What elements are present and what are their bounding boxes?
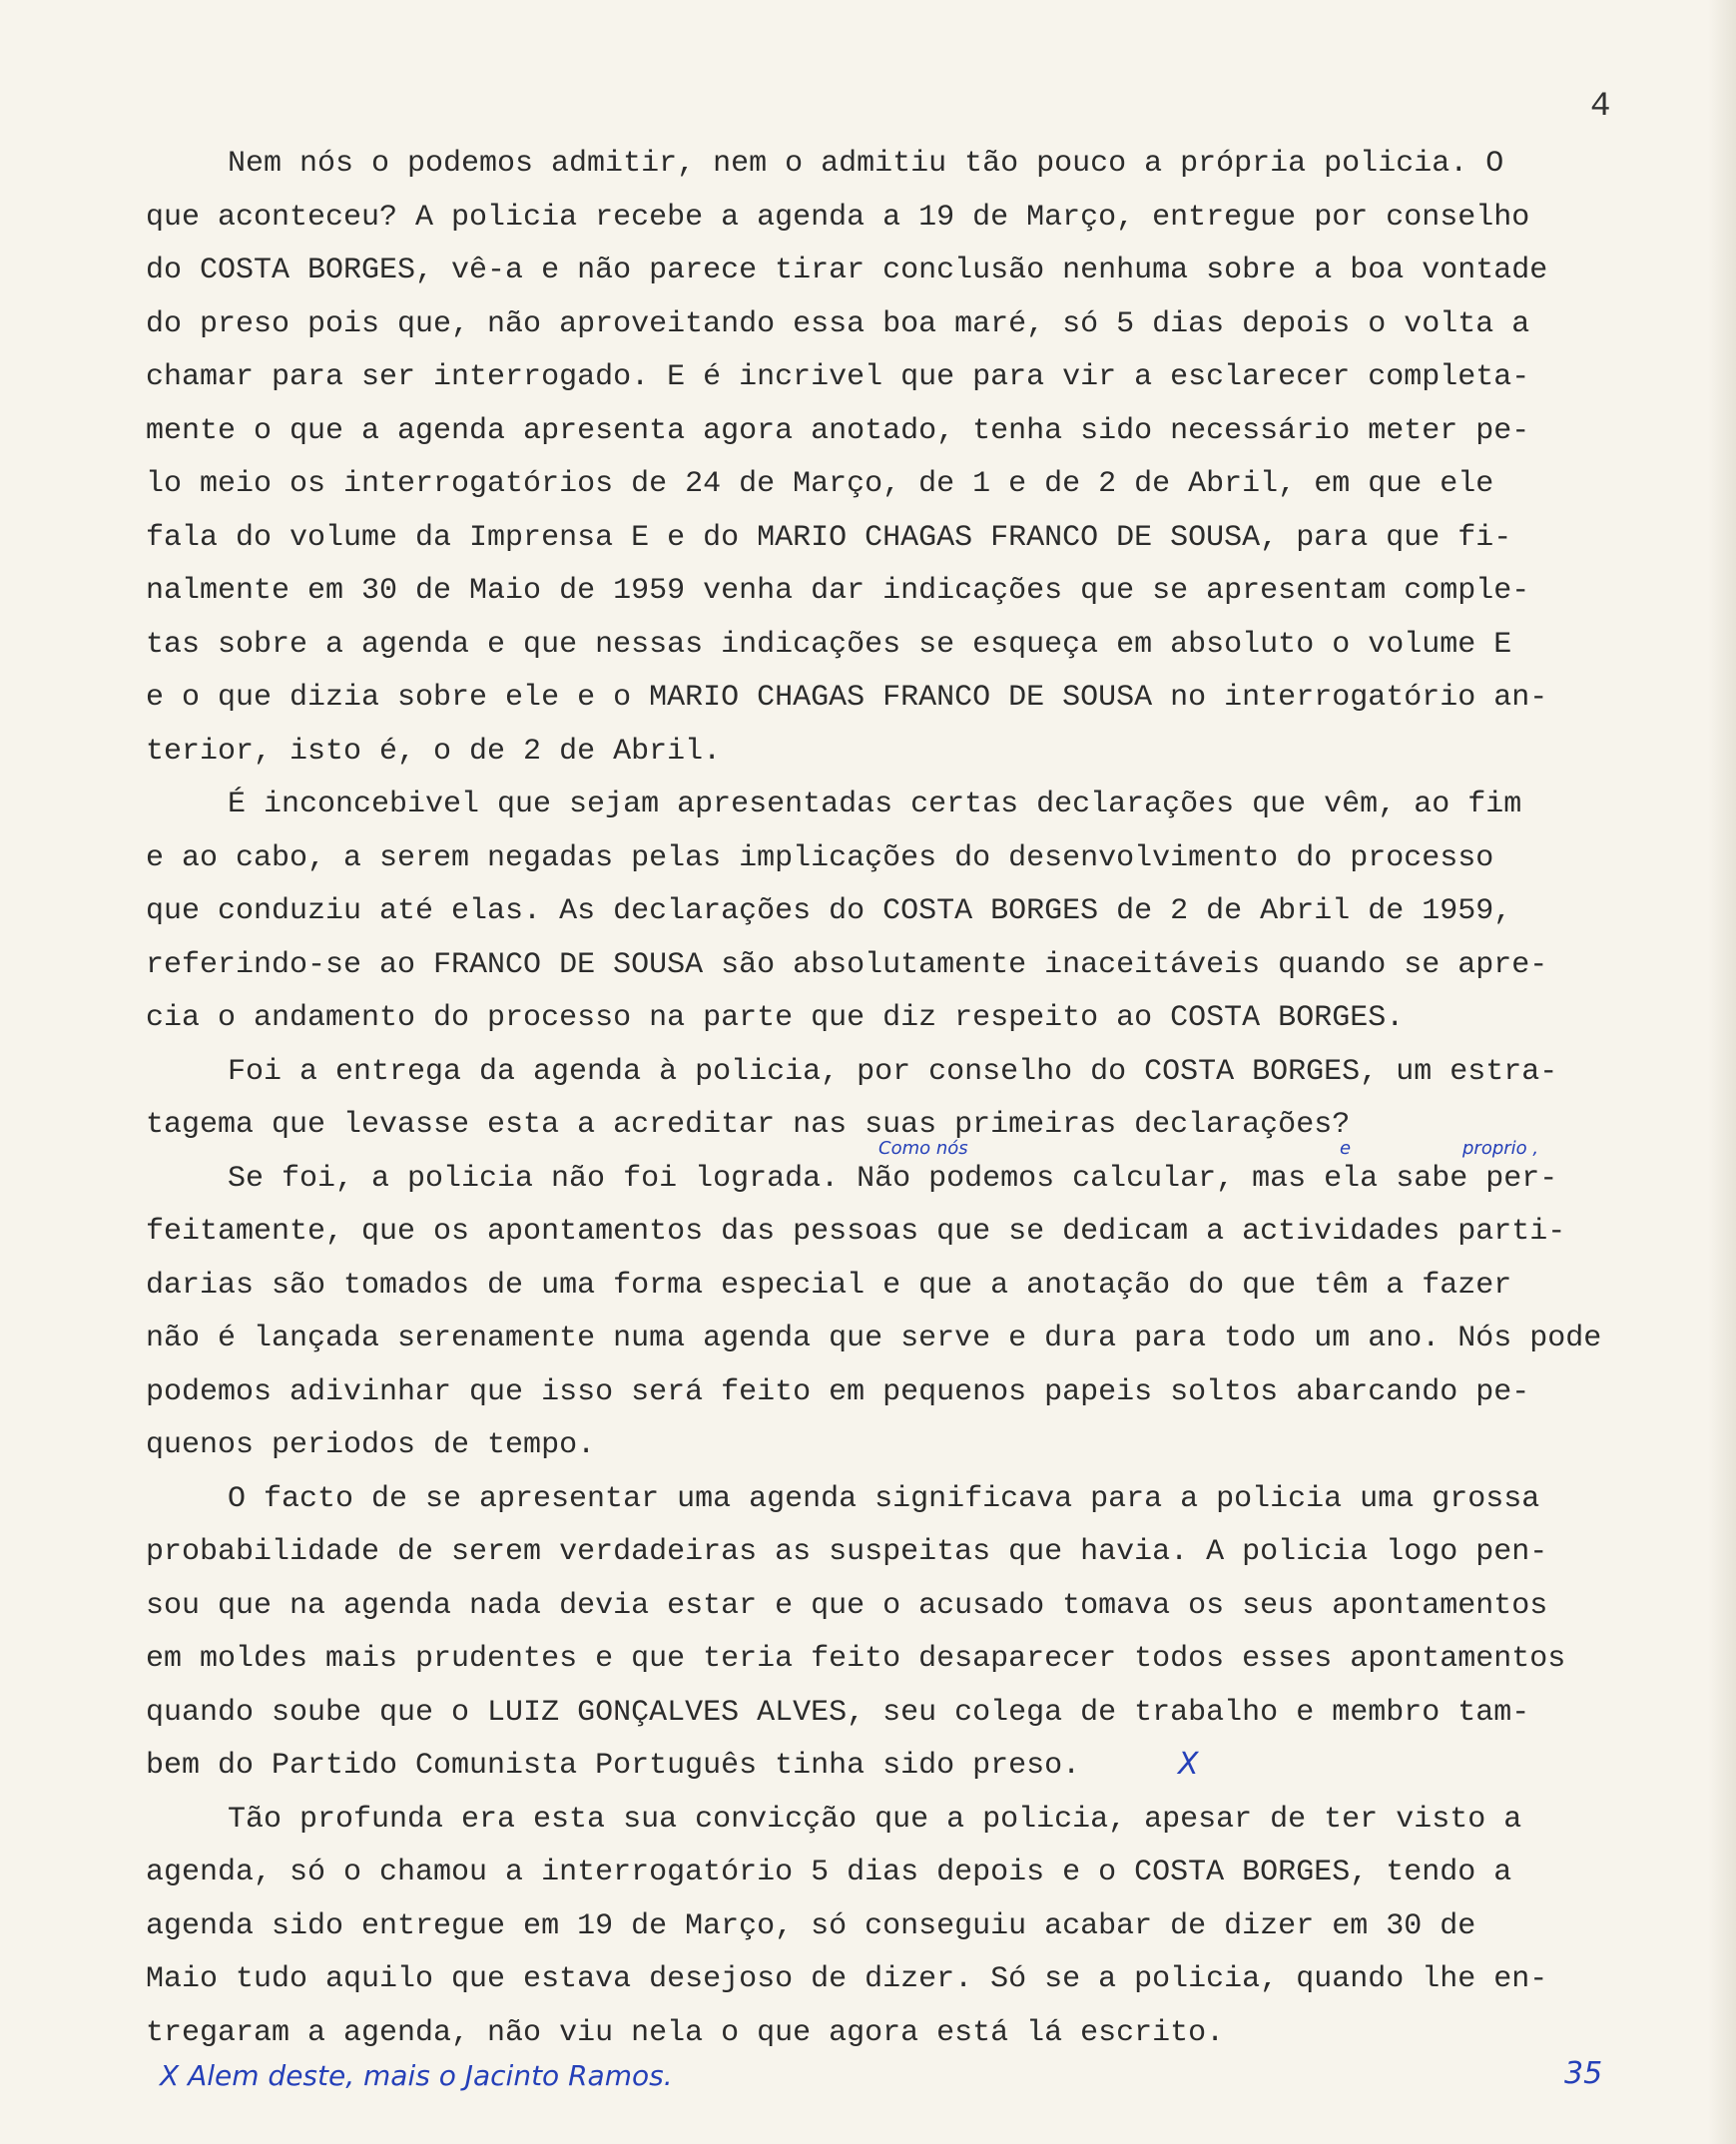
text-line: feitamente, que os apontamentos das pessoas que se dedicam a actividades parti- [146,1215,1566,1249]
handwritten-x-mark: X [1178,1747,1199,1782]
text-line: probabilidade de serem verdadeiras as suspeitas que havia. A policia logo pen- [146,1535,1548,1569]
paragraph-2 [146,779,1703,1046]
handwritten-insertion: proprio , [1462,1138,1539,1159]
page-number: 4 [1590,88,1611,126]
text-line: lo meio os interrogatórios de 24 de Março, de 1 e de 2 de Abril, em que ele [146,467,1494,501]
text-line: tagema que levasse esta a acreditar nas suas primeiras declarações? [146,1108,1351,1142]
text-line: que aconteceu? A policia recebe a agenda a 19 de Março, entregue por conselho [146,200,1530,235]
text-line: agenda, só o chamou a interrogatório 5 dias depois e o COSTA BORGES, tendo a [146,1856,1512,1889]
handwritten-insertion: Como nós [878,1138,968,1159]
paragraph-6 [146,1794,1703,2061]
text-line: fala do volume da Imprensa E e do MARIO CHAGAS FRANCO DE SOUSA, para que fi- [146,520,1512,555]
text-line: do COSTA BORGES, vê-a e não parece tirar conclusão nenhuma sobre a boa vontade [146,254,1548,287]
typed-body [146,138,1703,2060]
handwritten-folio-number: 35 [1564,2056,1603,2091]
text-line: e ao cabo, a serem negadas pelas implicações do desenvolvimento do processo [146,840,1494,875]
handwritten-footnote: X Alem deste, mais o Jacinto Ramos. [160,2059,673,2092]
text-line: sou que na agenda nada devia estar e que o acusado tomava os seus apontamentos [146,1588,1548,1623]
text-line: Nem nós o podemos admitir, nem o admitiu tão pouco a própria policia. O [228,147,1504,181]
text-line: agenda sido entregue em 19 de Março, só conseguiu acabar de dizer em 30 de [146,1908,1476,1943]
text-line: darias são tomados de uma forma especial e que a anotação do que têm a fazer [146,1268,1512,1303]
text-line: É inconcebivel que sejam apresentadas certas declarações que vêm, ao fim [228,788,1522,821]
text-line: e o que dizia sobre ele e o MARIO CHAGAS FRANCO DE SOUSA no interrogatório an- [146,681,1548,715]
handwritten-insertion: e [1340,1138,1352,1159]
text-line: mente o que a agenda apresenta agora anotado, tenha sido necessário meter pe- [146,413,1530,448]
text-line: Tão profunda era esta sua convicção que a policia, apesar de ter visto a [228,1802,1522,1837]
page-edge-shadow [1708,0,1736,2144]
text-line: Se foi, a policia não foi lograda. Não podemos calcular, mas ela sabe per- [228,1161,1558,1196]
text-line: não é lançada serenamente numa agenda que serve e dura para todo um ano. Nós pode [146,1322,1602,1355]
text-line: que conduziu até elas. As declarações do COSTA BORGES de 2 de Abril de 1959, [146,894,1512,928]
text-line: terior, isto é, o de 2 de Abril. [146,734,722,769]
paragraph-1 [146,138,1703,779]
text-line: bem do Partido Comunista Português tinha sido preso. [146,1749,1081,1783]
text-line: quando soube que o LUIZ GONÇALVES ALVES, seu colega de trabalho e membro tam- [146,1695,1530,1730]
paragraph-4 [146,1153,1703,1473]
text-line: podemos adivinhar que isso será feito em pequenos papeis soltos abarcando pe- [146,1374,1530,1409]
text-line: tregaram a agenda, não viu nela o que agora está lá escrito. [146,2015,1225,2050]
text-line: Foi a entrega da agenda à policia, por conselho do COSTA BORGES, um estra- [228,1054,1558,1089]
text-line: quenos periodos de tempo. [146,1428,596,1462]
text-line: cia o andamento do processo na parte que diz respeito ao COSTA BORGES. [146,1001,1405,1035]
text-line: chamar para ser interrogado. E é incrivel que para vir a esclarecer completa- [146,360,1530,394]
text-line: tas sobre a agenda e que nessas indicações se esqueça em absoluto o volume E [146,627,1512,662]
text-line: nalmente em 30 de Maio de 1959 venha dar indicações que se apresentam comple- [146,574,1530,608]
paragraph-3 [146,1046,1703,1153]
text-line: em moldes mais prudentes e que teria feito desaparecer todos esses apontamentos [146,1642,1566,1676]
text-line: referindo-se ao FRANCO DE SOUSA são absolutamente inaceitáveis quando se apre- [146,947,1548,982]
paragraph-5 [146,1473,1703,1794]
text-line: Maio tudo aquilo que estava desejoso de dizer. Só se a policia, quando lhe en- [146,1962,1548,1996]
text-line: O facto de se apresentar uma agenda significava para a policia uma grossa [228,1481,1540,1516]
text-line: do preso pois que, não aproveitando essa boa maré, só 5 dias depois o volta a [146,306,1530,341]
